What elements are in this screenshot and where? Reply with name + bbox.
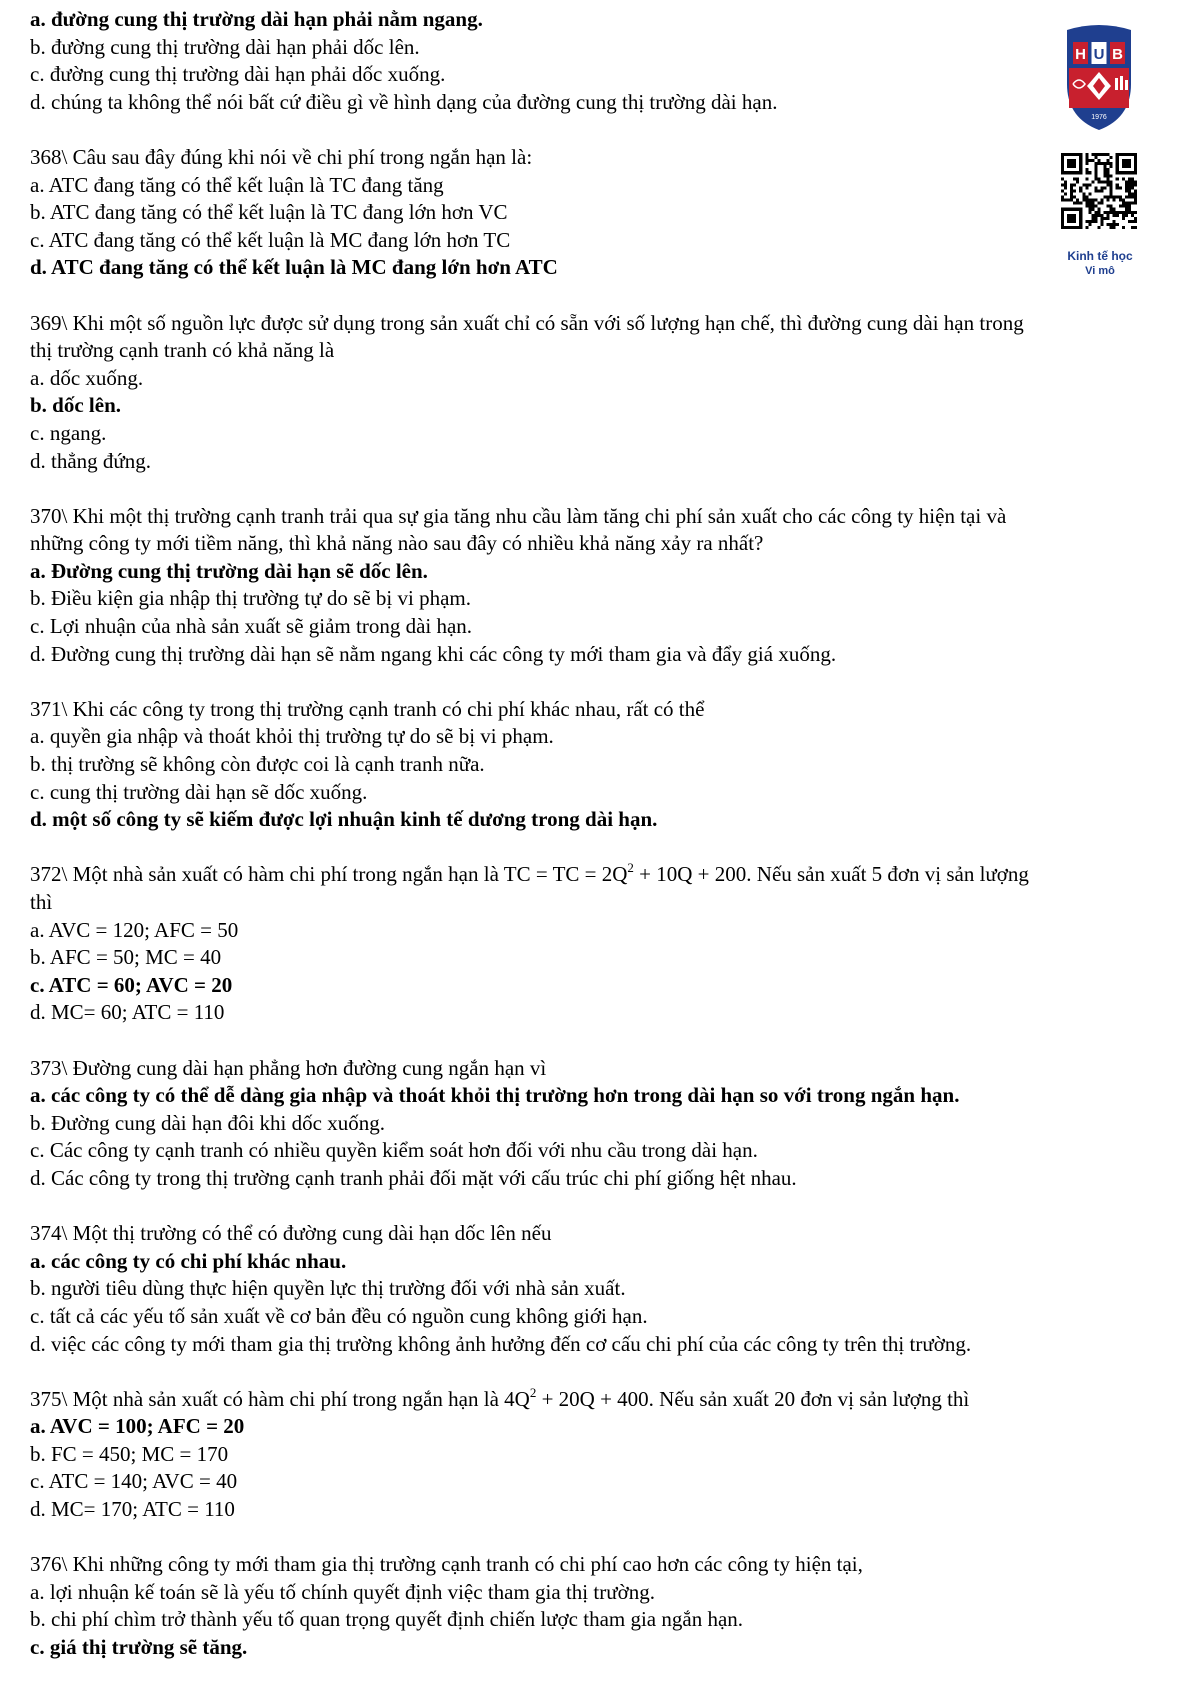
text-line: b. Điều kiện gia nhập thị trường tự do sẽ bị vi phạm. (30, 586, 471, 611)
text-line: c. ngang. (30, 420, 107, 445)
text-line: 369\ Khi một số nguồn lực được sử dụng trong sản xuất chỉ có sẵn với số lượng hạn chế, thì đường cung dài hạn trong (30, 310, 1024, 335)
text-line: a. AVC = 120; AFC = 50 (30, 917, 239, 942)
logo-letter-b: B (1112, 46, 1123, 63)
text-line: c. cung thị trường dài hạn sẽ dốc xuống. (30, 779, 368, 804)
text-line: 376\ Khi những công ty mới tham gia thị trường cạnh tranh có chi phí cao hơn các công ty hiện tại, (30, 1552, 863, 1577)
text-line: 373\ Đường cung dài hạn phẳng hơn đường cung ngắn hạn vì (30, 1055, 547, 1080)
blank-line (30, 116, 1180, 144)
answer-line-correct: a. Đường cung thị trường dài hạn sẽ dốc lên. (30, 558, 428, 583)
blank-line (30, 834, 1180, 862)
answer-line-correct: a. các công ty có thể dễ dàng gia nhập và thoát khỏi thị trường hơn trong dài hạn so với trong ngắn hạn. (30, 1083, 960, 1108)
logo-year: 1976 (1091, 114, 1107, 121)
formula-text: 375\ Một nhà sản xuất có hàm chi phí trong ngắn hạn là 4Q (30, 1386, 530, 1411)
text-line: b. FC = 450; MC = 170 (30, 1441, 229, 1466)
exponent: 2 (529, 1384, 537, 1400)
formula-text: + 10Q + 200. Nếu sản xuất 5 đơn vị sản lượng (633, 862, 1029, 887)
text-line: b. người tiêu dùng thực hiện quyền lực thị trường đối với nhà sản xuất. (30, 1276, 626, 1301)
text-line (30, 1386, 1180, 1414)
text-line: thì (30, 890, 53, 914)
text-line: b. Đường cung dài hạn đôi khi dốc xuống. (30, 1110, 385, 1135)
text-line: 371\ Khi các công ty trong thị trường cạnh tranh có chi phí khác nhau, rất có thể (30, 696, 705, 721)
text-line: b. AFC = 50; MC = 40 (30, 945, 222, 970)
text-line: c. tất cả các yếu tố sản xuất về cơ bản đều có nguồn cung không giới hạn. (30, 1303, 648, 1328)
university-logo (1063, 22, 1135, 132)
text-line: d. MC= 60; ATC = 110 (30, 1000, 225, 1025)
text-line: c. ATC = 140; AVC = 40 (30, 1469, 238, 1494)
text-line: b. thị trường sẽ không còn được coi là cạnh tranh nữa. (30, 752, 485, 777)
exponent: 2 (627, 860, 634, 876)
text-line: c. ATC đang tăng có thể kết luận là MC đang lớn hơn TC (30, 227, 511, 252)
text-line: d. Đường cung thị trường dài hạn sẽ nằm ngang khi các công ty mới tham gia và đẩy giá xuống. (30, 641, 837, 666)
text-line: d. thẳng đứng. (30, 448, 152, 473)
blank-line (30, 282, 1180, 310)
text-line: a. quyền gia nhập và thoát khỏi thị trường tự do sẽ bị vi phạm. (30, 724, 554, 749)
text-line: d. MC= 170; ATC = 110 (30, 1497, 235, 1522)
text-line: c. Các công ty cạnh tranh có nhiều quyền kiểm soát hơn đối với nhu cầu trong dài hạn. (30, 1138, 758, 1163)
answer-line-correct: a. AVC = 100; AFC = 20 (30, 1414, 245, 1439)
logo-letter-h: H (1075, 46, 1086, 63)
blank-line (30, 1193, 1180, 1221)
answer-line-correct: a. đường cung thị trường dài hạn phải nằm ngang. (30, 7, 483, 31)
text-line: 370\ Khi một thị trường cạnh tranh trải qua sự gia tăng nhu cầu làm tăng chi phí sản xuất cho các công ty hiện tại và (30, 503, 1007, 528)
text-line: 374\ Một thị trường có thể có đường cung dài hạn dốc lên nếu (30, 1221, 552, 1246)
text-line: a. dốc xuống. (30, 365, 144, 390)
text-line: a. ATC đang tăng có thể kết luận là TC đang tăng (30, 172, 444, 197)
answer-line-correct: c. giá thị trường sẽ tăng. (30, 1635, 248, 1660)
answer-line-correct: d. ATC đang tăng có thể kết luận là MC đang lớn hơn ATC (30, 255, 558, 280)
text-line: d. chúng ta không thể nói bất cứ điều gì về hình dạng của đường cung thị trường dài hạn. (30, 89, 778, 114)
text-line: b. chi phí chìm trở thành yếu tố quan trọng quyết định chiến lược tham gia ngắn hạn. (30, 1607, 744, 1632)
text-line: d. Các công ty trong thị trường cạnh tranh phải đối mặt với cấu trúc chi phí giống hệt nhau. (30, 1165, 797, 1190)
formula-text: + 20Q + 400. Nếu sản xuất 20 đơn vị sản lượng thì (536, 1386, 970, 1411)
text-line: c. đường cung thị trường dài hạn phải dốc xuống. (30, 62, 446, 87)
answer-line-correct: c. ATC = 60; AVC = 20 (30, 972, 233, 997)
blank-line (30, 1027, 1180, 1055)
text-line: a. lợi nhuận kế toán sẽ là yếu tố chính quyết định việc tham gia thị trường. (30, 1579, 655, 1604)
logo-letter-u: U (1093, 46, 1105, 63)
document-body (30, 6, 1180, 1662)
answer-line-correct: d. một số công ty sẽ kiếm được lợi nhuận kinh tế dương trong dài hạn. (30, 807, 658, 832)
text-line (30, 861, 1180, 889)
blank-line (30, 475, 1180, 503)
text-line: c. Lợi nhuận của nhà sản xuất sẽ giảm trong dài hạn. (30, 614, 473, 639)
blank-line (30, 668, 1180, 696)
text-line: b. đường cung thị trường dài hạn phải dốc lên. (30, 34, 420, 59)
blank-line (30, 1524, 1180, 1552)
blank-line (30, 1358, 1180, 1386)
text-line: d. việc các công ty mới tham gia thị trường không ảnh hưởng đến cơ cấu chi phí của các công ty trên thị trường. (30, 1331, 972, 1356)
qr-code[interactable] (1061, 153, 1137, 229)
text-line: thị trường cạnh tranh có khả năng là (30, 338, 335, 363)
text-line: 368\ Câu sau đây đúng khi nói về chi phí trong ngắn hạn là: (30, 144, 533, 169)
formula-text: 372\ Một nhà sản xuất có hàm chi phí trong ngắn hạn là TC = TC = 2Q (30, 862, 628, 887)
text-line: b. ATC đang tăng có thể kết luận là TC đang lớn hơn VC (30, 200, 508, 225)
answer-line-correct: b. dốc lên. (30, 393, 122, 418)
text-line: những công ty mới tiềm năng, thì khả năng nào sau đây có nhiều khả năng xảy ra nhất? (30, 531, 764, 556)
answer-line-correct: a. các công ty có chi phí khác nhau. (30, 1248, 347, 1273)
brand-subtitle: Vi mô (1085, 265, 1115, 277)
brand-title: Kinh tế học (1067, 249, 1133, 263)
